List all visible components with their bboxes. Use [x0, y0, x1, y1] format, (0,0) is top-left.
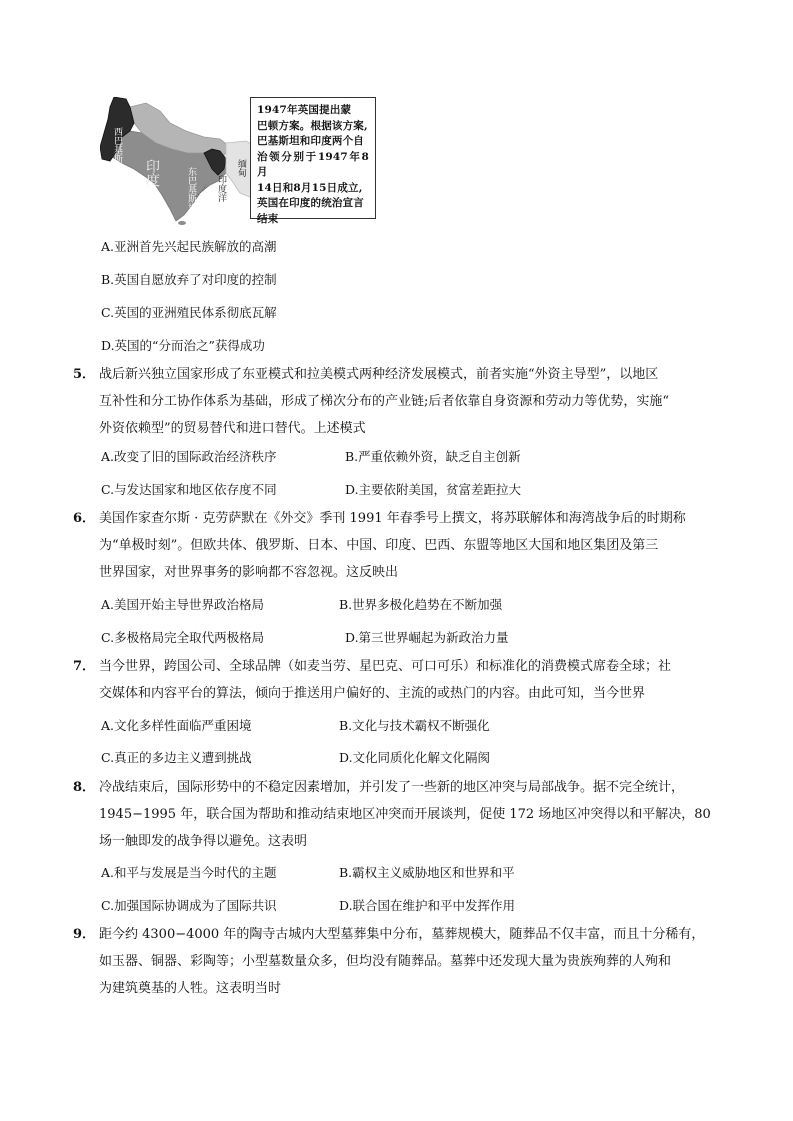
q5-option-b[interactable]: B.严重依赖外资，缺乏自主创新 — [345, 449, 521, 464]
q6-option-a[interactable]: A.美国开始主导世界政治格局 — [101, 597, 265, 612]
caption-line: 巴基斯坦和印度两个自 — [257, 135, 364, 147]
q6-stem-line: 美国作家查尔斯 · 克劳萨默在《外交》季刊 1991 年春季号上撰文，将苏联解体和海湾战争后的时期称 — [99, 511, 686, 526]
q5-stem-line: 战后新兴独立国家形成了东亚模式和拉美模式两种经济发展模式，前者实施“外资主导型”，以地区 — [99, 367, 659, 382]
q6-option-b[interactable]: B.世界多极化趋势在不断加强 — [339, 597, 503, 612]
q4-option-c[interactable]: C.英国的亚洲殖民体系彻底瓦解 — [101, 305, 277, 320]
q6-option-c[interactable]: C.多极格局完全取代两极格局 — [101, 630, 265, 645]
map-label-sea: 印度洋 — [216, 175, 226, 202]
q4-option-a[interactable]: A.亚洲首先兴起民族解放的高潮 — [101, 239, 277, 254]
q7-option-d[interactable]: D.文化同质化化解文化隔阂 — [339, 750, 491, 765]
q6-stem-line: 世界国家，对世界事务的影响都不容忽视。这反映出 — [99, 565, 399, 580]
q4-option-d[interactable]: D.英国的“分而治之”获得成功 — [101, 338, 265, 353]
map-label-india: 印度 — [144, 159, 160, 187]
caption-box — [250, 97, 376, 225]
q5-option-d[interactable]: D.主要依附美国，贫富差距拉大 — [345, 482, 522, 497]
q7-stem-line: 交媒体和内容平台的算法，倾向于推送用户偏好的、主流的或热门的内容。由此可知，当今世界 — [99, 686, 646, 701]
q5-stem-line: 外资依赖型”的贸易替代和进口替代。上述模式 — [99, 421, 366, 436]
q9-stem-line: 如玉器、铜器、彩陶等；小型墓数量众多，但均没有随葬品。墓葬中还发现大量为贵族殉葬的人殉和 — [99, 954, 672, 969]
caption-line: 14日和8月15日成立, — [257, 181, 363, 194]
q5-stem-line: 互补性和分工协作体系为基础，形成了梯次分布的产业链;后者依靠自身资源和劳动力等优势，实施“ — [99, 394, 670, 409]
caption-line: 结束 — [257, 212, 279, 225]
map-label-east-pakistan: 东巴基斯坦 — [186, 167, 196, 212]
q7-stem-line: 当今世界，跨国公司、全球品牌（如麦当劳、星巴克、可口可乐）和标准化的消费模式席卷全球；社 — [99, 659, 672, 674]
caption-line: 巴顿方案。根据该方案, — [257, 119, 368, 132]
q8-number: 8． — [73, 780, 96, 795]
caption-line: 1947年英国提出蒙 — [257, 104, 352, 116]
q6-number: 6． — [73, 511, 96, 526]
q8-option-a[interactable]: A.和平与发展是当今时代的主题 — [101, 865, 277, 880]
q6-option-d[interactable]: D.第三世界崛起为新政治力量 — [345, 630, 509, 645]
q5-option-c[interactable]: C.与发达国家和地区依存度不同 — [101, 482, 277, 497]
q8-option-c[interactable]: C.加强国际协调成为了国际共识 — [101, 898, 277, 913]
q8-option-b[interactable]: B.霸权主义威胁地区和世界和平 — [339, 865, 515, 880]
q8-stem-line: 1945−1995 年，联合国为帮助和推动结束地区冲突而开展谈判，促使 172 场地区冲突得以和平解决，80 — [99, 807, 711, 822]
q9-stem-line: 距今约 4300−4000 年的陶寺古城内大型墓葬集中分布，墓葬规模大，随葬品不仅丰富，而且十分稀有， — [99, 927, 705, 942]
q4-option-b[interactable]: B.英国自愿放弃了对印度的控制 — [101, 272, 277, 287]
map-label-bay: 缅甸 — [236, 159, 246, 177]
map-label-west-pakistan: 西巴基斯坦 — [112, 127, 122, 172]
q7-option-a[interactable]: A.文化多样性面临严重困境 — [101, 718, 252, 733]
q9-stem-line: 为建筑奠基的人牲。这表明当时 — [99, 981, 282, 996]
q8-option-d[interactable]: D.联合国在维护和平中发挥作用 — [339, 898, 516, 913]
q6-stem-line: 为“单极时刻”。但欧共体、俄罗斯、日本、中国、印度、巴西、东盟等地区大国和地区集团及第三 — [99, 538, 659, 553]
q7-option-c[interactable]: C.真正的多边主义遭到挑战 — [101, 750, 252, 765]
caption-line: 英国在印度的统治宣言 — [257, 197, 364, 209]
map-figure — [100, 97, 380, 225]
q5-number: 5． — [73, 367, 96, 382]
q8-stem-line: 冷战结束后，国际形势中的不稳定因素增加，并引发了一些新的地区冲突与局部战争。据不完全统计， — [99, 780, 685, 795]
q5-option-a[interactable]: A.改变了旧的国际政治经济秩序 — [101, 449, 277, 464]
q9-number: 9． — [73, 927, 96, 942]
q7-number: 7． — [73, 659, 96, 674]
q8-stem-line: 场一触即发的战争得以避免。这表明 — [99, 834, 308, 849]
q7-option-b[interactable]: B.文化与技术霸权不断强化 — [339, 718, 490, 733]
caption-line: 治领分别于1947年8月 — [257, 150, 369, 178]
